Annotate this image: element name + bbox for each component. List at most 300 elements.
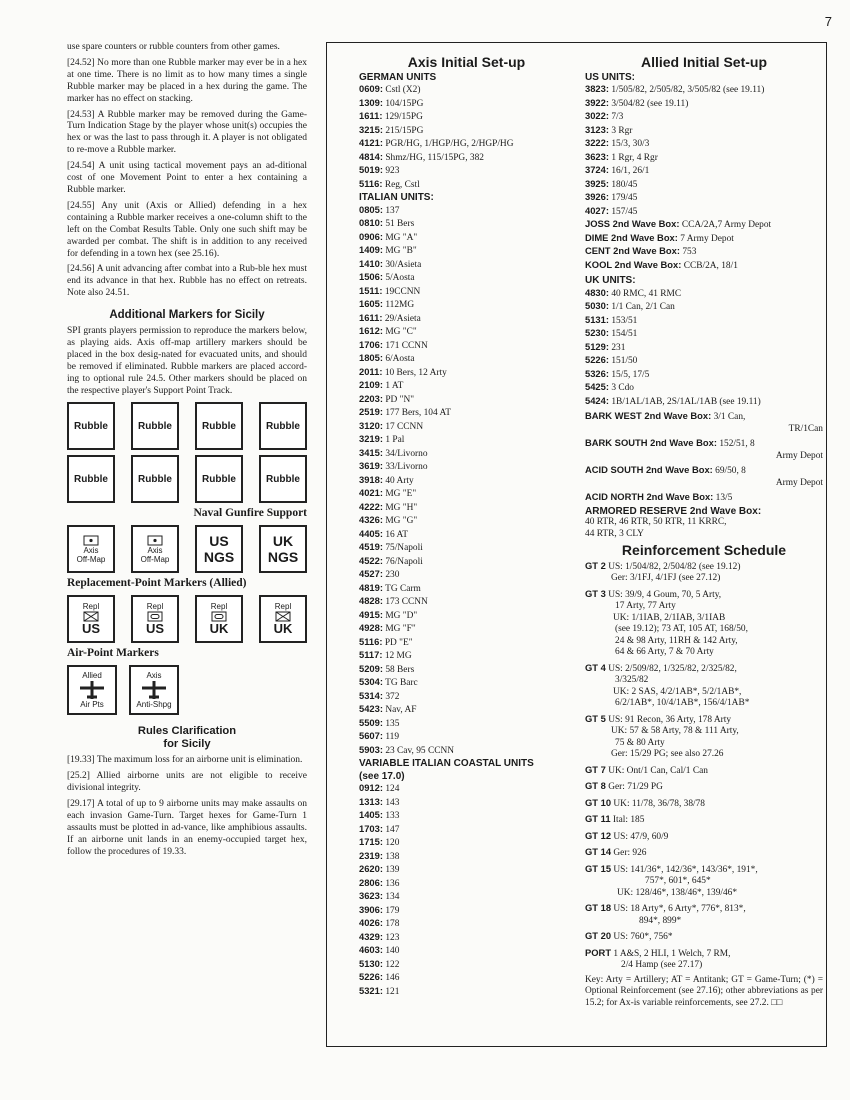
- italian-unit-row: [359, 366, 574, 380]
- unit-list: 120: [382, 838, 400, 848]
- hex-number: 5607:: [359, 730, 383, 741]
- unit-list: 6/Aosta: [382, 354, 415, 364]
- nation-label: UK: [209, 621, 229, 637]
- italian-unit-row: [359, 339, 574, 353]
- italian-unit-row: [359, 703, 574, 717]
- italian-unit-row: [359, 555, 574, 569]
- unit-list: 3 Rgr: [608, 125, 633, 136]
- hex-number: 1706:: [359, 338, 383, 350]
- us-unit-row: [585, 83, 823, 97]
- rubble-intro: use spare counters or rubble counters from other games.: [67, 42, 280, 52]
- italian-unit-row: [359, 447, 574, 461]
- unit-list: 136: [382, 878, 400, 889]
- us-unit-row: [585, 137, 823, 151]
- italian-unit-row: [359, 730, 574, 744]
- ngs-label: NGS: [203, 549, 235, 566]
- variable-unit-row: [359, 809, 574, 823]
- wave-box-units: 3/1 Can,: [711, 412, 746, 422]
- variable-unit-row: [359, 796, 574, 810]
- anti-shpg-label: Anti-Shpg: [136, 700, 172, 710]
- reinf-gt18: [585, 902, 823, 916]
- reinf-gt7: [585, 764, 823, 778]
- air-point-heading: Air-Point Markers: [67, 647, 159, 660]
- naval-heading: Naval Gunfire Support: [193, 507, 307, 520]
- italian-unit-row: [359, 717, 574, 731]
- unit-list: 179: [382, 905, 400, 916]
- hex-number: 0609:: [359, 83, 383, 94]
- us-unit-row: [585, 124, 823, 138]
- armored-reserve-heading: ARMORED RESERVE 2nd Wave Box:: [585, 505, 762, 517]
- us-unit-row: [585, 110, 823, 124]
- hex-number: 4830:: [585, 286, 609, 298]
- wave-box-label: BARK SOUTH 2nd Wave Box:: [585, 437, 717, 448]
- wave-box-row: [585, 259, 823, 273]
- reinf-entry: Ger: 71/29 PG: [608, 782, 663, 792]
- unit-list: 171 CCNN: [382, 340, 428, 351]
- variable-unit-row: [359, 917, 574, 931]
- italian-units-heading: ITALIAN UNITS:: [359, 192, 434, 203]
- unit-list: 1/1 Can, 2/1 Can: [608, 302, 675, 312]
- unit-list: 1 Pal: [382, 435, 405, 445]
- unit-list: 51 Bers: [382, 219, 415, 229]
- hex-number: 3623:: [359, 890, 383, 901]
- hex-number: 0805:: [359, 203, 383, 215]
- hex-number: 3120:: [359, 419, 383, 431]
- variable-unit-row: [359, 877, 574, 891]
- hex-number: 5425:: [585, 381, 609, 392]
- german-unit-row: [359, 124, 574, 138]
- unit-list: 40 Arty: [382, 475, 414, 486]
- rules-clarification-subtitle: for Sicily: [163, 738, 211, 751]
- reinf-entry: 6/2/1AB*, 10/4/1AB*, 156/4/1AB*: [615, 698, 750, 708]
- unit-list: MG "A": [382, 232, 418, 243]
- unit-list: 173 CCNN: [382, 597, 428, 607]
- axis-label: Axis: [83, 545, 99, 555]
- offmap-label: Off-Map: [76, 554, 106, 564]
- axis-label: Axis: [147, 545, 163, 555]
- repl-label: Repl: [274, 602, 292, 612]
- reinf-gt20: [585, 930, 823, 944]
- italian-unit-row: [359, 285, 574, 299]
- repl-label: Repl: [82, 602, 100, 612]
- reinf-entry: US: 47/9, 60/9: [613, 831, 669, 842]
- allied-setup-title: Allied Initial Set-up: [640, 54, 767, 70]
- italian-unit-row: [359, 514, 574, 528]
- unit-list: 104/15PG: [382, 98, 424, 109]
- italian-unit-row: [359, 528, 574, 542]
- unit-list: 16 AT: [382, 529, 408, 540]
- nation-label: UK: [273, 621, 293, 637]
- uk-unit-row: [585, 395, 823, 409]
- reinf-entry: 64 & 66 Arty, 7 & 70 Arty: [615, 647, 714, 657]
- gt-label: GT 10: [585, 796, 612, 808]
- unit-list: 146: [382, 973, 400, 983]
- hex-number: 1309:: [359, 96, 383, 108]
- uk-unit-row: [585, 381, 823, 395]
- italian-unit-row: [359, 568, 574, 582]
- unit-list: 3 Cdo: [608, 383, 634, 393]
- unit-list: 122: [382, 959, 400, 970]
- wave-box-row: [585, 218, 823, 232]
- rubble-marker: Rubble: [195, 402, 243, 450]
- hex-number: 1409:: [359, 244, 383, 255]
- italian-unit-row: [359, 690, 574, 704]
- rule-25-2: [25.2] Allied airborne units are not eligible to receive divisional integrity.: [67, 771, 307, 793]
- reinf-entry: 2/4 Hamp (see 27.17): [621, 960, 703, 970]
- reinforcement-title: Reinforcement Schedule: [621, 542, 787, 558]
- reinf-entry: Ger: 15/29 PG; see also 27.26: [611, 749, 724, 759]
- allied-column: [585, 53, 823, 1009]
- hex-number: 5019:: [359, 164, 383, 175]
- italian-unit-row: [359, 433, 574, 447]
- unit-list: 151/50: [608, 356, 638, 366]
- unit-list: 1 AT: [382, 381, 404, 391]
- unit-list: 10 Bers, 12 Arty: [382, 367, 447, 378]
- reinf-entry: 894*, 899*: [639, 915, 682, 926]
- hex-number: 5226:: [359, 971, 383, 982]
- us-unit-row: [585, 97, 823, 111]
- wave-box-row: [585, 437, 823, 451]
- hex-number: 1611:: [359, 311, 383, 323]
- unit-list: 76/Napoli: [382, 556, 423, 567]
- italian-units-list: [359, 204, 574, 758]
- hex-number: 1703:: [359, 822, 383, 834]
- hex-number: 2109:: [359, 379, 383, 390]
- hex-number: 2203:: [359, 392, 383, 404]
- nation-label: US: [145, 621, 165, 637]
- rules-clarification-title: Rules Clarification: [137, 725, 237, 738]
- variable-unit-row: [359, 850, 574, 864]
- hex-number: 5423:: [359, 703, 383, 714]
- hex-number: 2620:: [359, 863, 383, 874]
- rule-24-54: [24.54] A unit using tactical movement pays an ad-ditional cost of one Movement Point to enter a hex containing a Rubble marker.: [67, 161, 307, 195]
- italian-unit-row: [359, 231, 574, 245]
- hex-number: 2319:: [359, 849, 383, 861]
- unit-list: 112MG: [382, 300, 415, 310]
- italian-unit-row: [359, 501, 574, 515]
- repl-us-armor-marker: [131, 595, 179, 643]
- reinf-entry: US: 91 Recon, 36 Arty, 178 Arty: [608, 714, 732, 725]
- wave-box-label: CENT 2nd Wave Box:: [585, 245, 680, 256]
- italian-unit-row: [359, 244, 574, 258]
- italian-unit-row: [359, 676, 574, 690]
- unit-list: 121: [382, 986, 400, 997]
- hex-number: 3219:: [359, 433, 383, 444]
- reinf-gt3: [585, 588, 823, 602]
- italian-unit-row: [359, 636, 574, 650]
- unit-list: MG "G": [382, 516, 418, 526]
- hex-number: 2519:: [359, 406, 383, 417]
- gt-label: GT 7: [585, 763, 606, 775]
- unit-list: 138: [382, 851, 400, 862]
- unit-list: 119: [382, 732, 400, 742]
- hex-number: 4326:: [359, 514, 383, 525]
- axis-label: Axis: [146, 671, 162, 681]
- wave-box-units-cont: Army Depot: [775, 477, 823, 488]
- unit-list: 230: [382, 570, 400, 580]
- rubble-row-2: [67, 455, 307, 503]
- repl-label: Repl: [146, 602, 164, 612]
- rubble-marker: Rubble: [195, 455, 243, 503]
- reinf-entry: UK: 11/78, 36/78, 38/78: [613, 798, 705, 809]
- reinf-entry: 757*, 601*, 645*: [645, 876, 711, 886]
- axis-column: [359, 53, 574, 998]
- unit-list: 154/51: [608, 329, 638, 339]
- reinf-entry: 75 & 80 Arty: [615, 737, 665, 748]
- italian-unit-row: [359, 474, 574, 488]
- rubble-marker: Rubble: [67, 402, 115, 450]
- hex-number: 5226:: [585, 354, 609, 365]
- reinf-entry: US: 39/9, 4 Goum, 70, 5 Arty,: [608, 589, 722, 600]
- hex-number: 3823:: [585, 83, 609, 94]
- hex-number: 4405:: [359, 527, 383, 539]
- unit-list: MG "C": [382, 327, 417, 337]
- variable-unit-row: [359, 782, 574, 796]
- unit-list: 33/Livorno: [382, 462, 428, 472]
- german-unit-row: [359, 110, 574, 124]
- reinf-entry: Ital: 185: [612, 815, 645, 825]
- unit-list: TG Carm: [382, 583, 421, 594]
- german-unit-row: [359, 137, 574, 151]
- axis-setup-title: Axis Initial Set-up: [407, 54, 526, 70]
- hex-number: 1506:: [359, 271, 383, 282]
- gt-label: GT 14: [585, 846, 612, 857]
- hex-number: 5230:: [585, 327, 609, 338]
- reinf-entry: (see 19.12); 73 AT, 105 AT, 168/50,: [615, 624, 748, 634]
- hex-number: 3623:: [585, 150, 609, 162]
- hex-number: 3415:: [359, 446, 383, 458]
- page-number: 7: [824, 14, 832, 29]
- rubble-marker: Rubble: [259, 402, 307, 450]
- hex-number: 4928:: [359, 622, 383, 633]
- reinf-port: [585, 947, 823, 961]
- wave-box-units-cont: Army Depot: [775, 450, 823, 461]
- wave-box-units-cont: TR/1Can: [788, 423, 823, 434]
- unit-list: 16/1, 26/1: [608, 166, 650, 176]
- axis-anti-shipping-marker: [129, 665, 179, 715]
- hex-number: 5030:: [585, 300, 609, 311]
- offmap-label: Off-Map: [140, 554, 170, 564]
- replacement-row: [67, 595, 307, 643]
- italian-unit-row: [359, 582, 574, 596]
- reinf-entry: US: 141/36*, 142/36*, 143/36*, 191*,: [613, 864, 758, 875]
- rules-clarification-heading: [67, 725, 307, 751]
- air-pts-label: Air Pts: [80, 700, 104, 710]
- air-row: [67, 665, 307, 715]
- wave-box-units: 69/50, 8: [712, 466, 746, 476]
- reinf-entry: Ger: 926: [613, 848, 647, 858]
- hex-number: 3926:: [585, 191, 609, 202]
- unit-list: MG "B": [382, 246, 417, 256]
- rule-24-55: [24.55] Any unit (Axis or Allied) defending in a hex containing a Rubble marker receives a one-column shift to the left on the Combat Results Table. Only one such shift may be awarded per combat. The shift is in addition to any received for defending in a town hex (see 25.16).: [67, 200, 307, 259]
- wave-box-units: 7 Army Depot: [677, 233, 734, 244]
- allied-air-marker: [67, 665, 117, 715]
- artillery-symbol-icon: [147, 535, 163, 546]
- us-ngs-marker: [195, 525, 243, 573]
- us-wave-boxes: [585, 218, 823, 272]
- italian-unit-row: [359, 541, 574, 555]
- repl-uk-infantry-marker: [259, 595, 307, 643]
- armored-reserve-line: 40 RTR, 46 RTR, 50 RTR, 11 KRRC,: [585, 517, 727, 527]
- reinf-entry: 3/325/82: [615, 675, 649, 685]
- hex-number: 4519:: [359, 541, 383, 552]
- markers-heading: Additional Markers for Sicily: [109, 309, 265, 322]
- unit-list: MG "E": [382, 489, 417, 499]
- reinf-entry: US: 2/509/82, 1/325/82, 2/325/82,: [608, 663, 737, 674]
- gt-label: GT 12: [585, 829, 612, 841]
- gt-label: GT 8: [585, 780, 606, 791]
- hex-number: 3724:: [585, 164, 609, 175]
- nation-label: US: [81, 621, 101, 637]
- italian-unit-row: [359, 406, 574, 420]
- airplane-icon: [139, 680, 169, 700]
- rubble-marker: Rubble: [259, 455, 307, 503]
- italian-unit-row: [359, 420, 574, 434]
- hex-number: 3123:: [585, 123, 609, 135]
- unit-list: 123: [382, 932, 400, 943]
- rubble-row-1: [67, 402, 307, 450]
- italian-unit-row: [359, 379, 574, 393]
- wave-box-row: [585, 410, 823, 424]
- us-unit-row: [585, 164, 823, 178]
- hex-number: 5116:: [359, 177, 383, 189]
- german-unit-row: [359, 97, 574, 111]
- german-units-list: [359, 83, 574, 191]
- italian-unit-row: [359, 595, 574, 609]
- hex-number: 3022:: [585, 110, 609, 121]
- hex-number: 3918:: [359, 473, 383, 485]
- german-unit-row: [359, 178, 574, 192]
- italian-unit-row: [359, 393, 574, 407]
- hex-number: 1605:: [359, 298, 383, 309]
- italian-unit-row: [359, 258, 574, 272]
- unit-list: 133: [382, 811, 400, 821]
- hex-number: 5424:: [585, 394, 609, 406]
- allied-label: Allied: [82, 671, 102, 681]
- wave-box-row: [585, 464, 823, 478]
- wave-box-units: CCB/2A, 18/1: [681, 260, 738, 271]
- reinf-gt2: [585, 560, 823, 574]
- left-column: [67, 42, 307, 862]
- reinf-gt15: [585, 863, 823, 877]
- hex-number: 0912:: [359, 782, 383, 793]
- us-units-heading: US UNITS:: [585, 71, 635, 83]
- variable-unit-row: [359, 836, 574, 850]
- hex-number: 1313:: [359, 795, 383, 807]
- unit-list: 129/15PG: [382, 112, 423, 122]
- rule-24-56: [24.56] A unit advancing after combat into a Rub-ble hex must end its advance in that hex. Rubble has no effect on retreats. Note also 24.51.: [67, 264, 307, 299]
- hex-number: 0906:: [359, 230, 383, 242]
- gt-label: GT 4: [585, 661, 606, 673]
- unit-list: PD "N": [382, 394, 415, 405]
- unit-list: 7/3: [608, 112, 624, 122]
- wave-box-units: 152/51, 8: [716, 439, 755, 449]
- italian-unit-row: [359, 204, 574, 218]
- unit-list: Shmz/HG, 115/15PG, 382: [382, 152, 484, 163]
- gt-label: GT 2: [585, 559, 606, 571]
- variable-unit-row: [359, 944, 574, 958]
- hex-number: 5209:: [359, 662, 383, 674]
- unit-list: 179/45: [608, 193, 638, 203]
- variable-unit-row: [359, 890, 574, 904]
- variable-unit-row: [359, 985, 574, 999]
- unit-list: 29/Asieta: [382, 313, 421, 324]
- repl-uk-armor-marker: [195, 595, 243, 643]
- key-legend: Key: Arty = Artillery; AT = Antitank; GT = Game-Turn; (*) = Optional Reinforcement (see 27.16); other abbreviations as per 15.2; for Ax-is variable reinforcements, see 27.2. □□: [585, 974, 823, 1008]
- unit-list: MG "H": [382, 502, 418, 513]
- uk-unit-row: [585, 368, 823, 382]
- wave-box-row: [585, 491, 823, 505]
- unit-list: 180/45: [608, 179, 638, 190]
- us-unit-row: [585, 205, 823, 219]
- reinf-entry: UK: 1/1IAB, 2/1IAB, 3/1IAB: [613, 612, 726, 623]
- unit-list: 12 MG: [382, 651, 412, 661]
- unit-list: 177 Bers, 104 AT: [382, 408, 451, 418]
- unit-list: 923: [382, 166, 400, 176]
- reinf-entry: US: 1/504/82, 2/504/82 (see 19.12): [608, 561, 741, 572]
- hex-number: 4814:: [359, 150, 383, 162]
- reinf-gt4: [585, 662, 823, 676]
- reinf-entry: US: 760*, 756*: [613, 932, 673, 942]
- hex-number: 5116:: [359, 635, 383, 647]
- hex-number: 5509:: [359, 716, 383, 728]
- hex-number: 1612:: [359, 325, 383, 336]
- unit-list: 1 Rgr, 4 Rgr: [608, 152, 658, 163]
- unit-list: 17 CCNN: [382, 421, 424, 432]
- rule-24-53: [24.53] A Rubble marker may be removed during the Game-Turn Indication Stage by the player whose unit(s) occupies the hex or was the last to pass through it. A player is not obligated to re-move a Rubble marker.: [67, 109, 307, 156]
- wave-box-label: JOSS 2nd Wave Box:: [585, 218, 680, 229]
- italian-unit-row: [359, 325, 574, 339]
- hex-number: 1715:: [359, 836, 383, 847]
- gt-label: GT 15: [585, 862, 612, 874]
- axis-offmap-marker: [131, 525, 179, 573]
- italian-unit-row: [359, 298, 574, 312]
- hex-number: 5129:: [585, 340, 609, 352]
- hex-number: 3922:: [585, 96, 609, 108]
- italian-unit-row: [359, 649, 574, 663]
- hex-number: 1511:: [359, 284, 383, 296]
- italian-unit-row: [359, 487, 574, 501]
- italian-unit-row: [359, 312, 574, 326]
- variable-unit-row: [359, 863, 574, 877]
- unit-list: 19CCNN: [382, 286, 421, 297]
- rubble-marker: Rubble: [131, 402, 179, 450]
- reinf-entry: UK: 2 SAS, 4/2/1AB*, 5/2/1AB*,: [613, 686, 742, 697]
- unit-list: 153/51: [608, 315, 638, 326]
- reinf-entry: UK: 57 & 58 Arty, 78 & 111 Arty,: [611, 726, 739, 736]
- hex-number: 0810:: [359, 217, 383, 228]
- rule-29-17: [29.17] A total of up to 9 airborne units may make assaults on each invasion Game-Turn. Target hexes for Game-Turn 1 assaults must be plotted in ad-vance, like amphibious assaults. If an airborne unit lands in an enemy-occupied target hex, follow the procedures of 19.33.: [67, 798, 307, 857]
- unit-list: 5/Aosta: [382, 273, 415, 283]
- unit-list: 178: [382, 919, 400, 929]
- hex-number: 3906:: [359, 903, 383, 915]
- hex-number: 5117:: [359, 649, 383, 660]
- us-units-list: [585, 83, 823, 218]
- reinf-gt10: [585, 797, 823, 811]
- unit-list: 23 Cav, 95 CCNN: [382, 745, 454, 756]
- wave-box-units: 753: [679, 247, 697, 257]
- uk-unit-row: [585, 354, 823, 368]
- artillery-symbol-icon: [83, 535, 99, 546]
- hex-number: 4222:: [359, 500, 383, 512]
- italian-unit-row: [359, 217, 574, 231]
- hex-number: 4819:: [359, 581, 383, 593]
- italian-unit-row: [359, 622, 574, 636]
- axis-offmap-marker: [67, 525, 115, 573]
- rubble-marker: Rubble: [131, 455, 179, 503]
- uk-unit-row: [585, 300, 823, 314]
- wave-box-label: ACID NORTH 2nd Wave Box:: [585, 491, 714, 502]
